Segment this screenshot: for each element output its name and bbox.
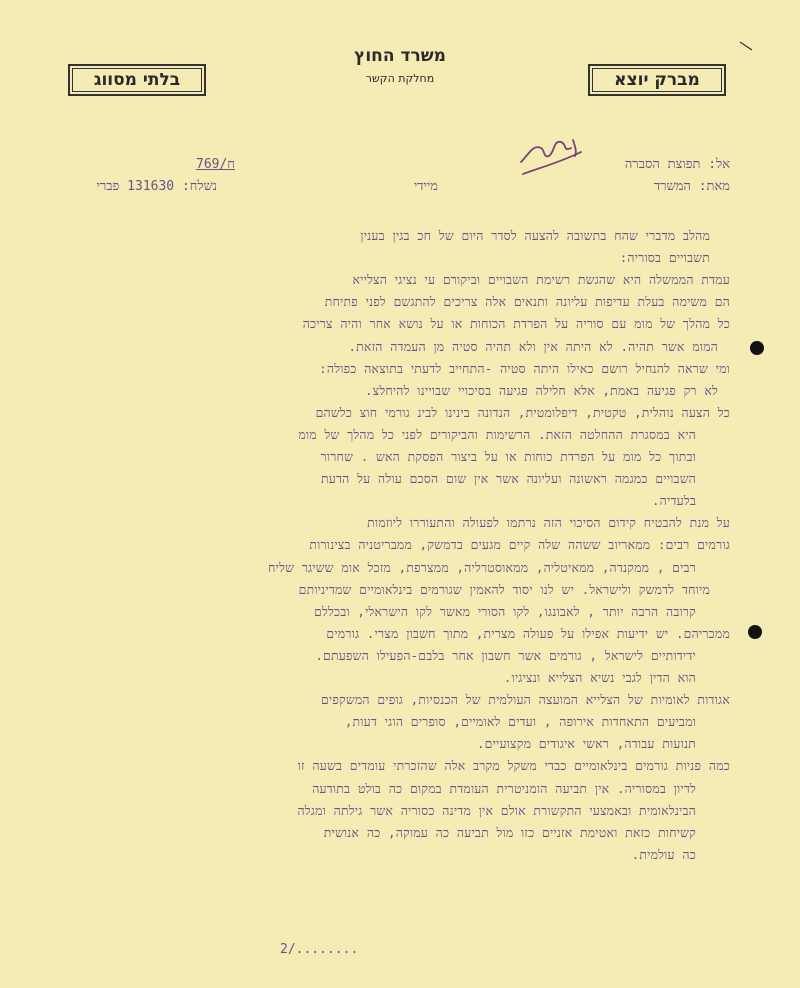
department-name: מחלקת הקשר: [365, 72, 435, 85]
recipient-line: אל: תפוצת הסברה: [624, 157, 730, 172]
body-line: היא במסגרת ההחלטה הזאת. הרשימות והביקורים לפני כל מהלך של מומ: [298, 427, 696, 442]
body-line: כל מהלך של מומ עם סוריה על הפרדת הכוחות או על נושא אחר והיה צריכה: [302, 316, 730, 331]
ministry-name: משרד החוץ: [354, 46, 446, 66]
classification-stamp: [68, 64, 206, 96]
punch-hole: [748, 625, 762, 639]
body-line: הוא הדין לגבי נשיא הצלייא ונציגיו.: [503, 670, 696, 685]
classification-label: בלתי מסווג: [93, 70, 181, 90]
body-line: גורמים רבים: ממאריוב ששהה שלה קיים מגעים בדמשק, ממבריטניה בצינורות: [309, 537, 730, 552]
body-line: לא רק פגיעה באמת, אלא חלילה פגיעה בסיכויי שבויינו להיחלצ.: [364, 383, 718, 398]
sender-line: מאת: המשרד: [653, 179, 730, 194]
body-line: קרובה הרבה יותר , לאבונגו, לקו הסורי מאשר לקו הישראלי, ובכללם: [314, 604, 696, 619]
body-line: ומי שראה להנחיל רושם כאילו היתה סטיה -התחייב לדעתי בתוצאה כפולה:: [319, 361, 730, 376]
body-line: מהלב מדברי שהח בתשובה להצעה לסדר היום של חכ בגין בענין: [360, 228, 710, 243]
body-line: ממכריהם. יש ידיעות אפילו על פעולה מצרית, מתוך חשבון מצרי. גורמים: [326, 626, 730, 641]
telegram-type-stamp: [588, 64, 726, 96]
body-line: המומ אשר תהיה. לא היתה אין ולא תהיה סטיה מן העמדה הזאת.: [348, 339, 718, 354]
document-number: ח/769: [196, 157, 236, 172]
body-line: מיוחד לדמשק ולישראל. יש לנו יסוד להאמין שגורמים בינלאומיים שמדיניותם: [298, 582, 710, 597]
handwritten-signature-icon: [515, 122, 585, 182]
body-line: ומביעים התאחדות אירופה , ועדים לאומיים, סופרים הוגי דעות,: [344, 714, 696, 729]
body-line: כל הצעה נוהלית, טקטית, דיפלומטית, הנדונה בינינו לבינ גורמי חוצ כלשהם: [315, 405, 730, 420]
body-line: רבים , ממקנדה, ממאיטליה, ממאוסטרליה, ממצרפת, מזכל אומ ששיגר שליח: [268, 560, 696, 575]
body-line: בלעדיה.: [652, 493, 696, 508]
body-line: אגודות לאומיות של הצלייא המועצה העולמית של הכנסיות, גופים המשקפים: [320, 692, 730, 707]
body-line: ובתוך כל מומ על הפרדת כוחות או על ביצור הפסקת האש . שחרור: [320, 449, 696, 464]
body-line: כה עולמית.: [631, 847, 696, 862]
punch-hole: [750, 341, 764, 355]
body-line: כמה פניות גורמים בינלאומיים כבדי משקל מקרב אלה שהזכרתי עומדים בשעה זו: [297, 758, 730, 773]
body-line: הבינלאומית ובאמצעי התקשורת אולם אין מדינה כסוריה אשר גילתה ומגלה: [297, 803, 696, 818]
body-line: קשיחות כזאת ואטימת אזניים כזו מול תביעה כה עמוקה, כה אנושית: [323, 825, 696, 840]
telegram-type-label: מברק יוצא: [614, 70, 700, 90]
body-line: ידידותיים לישראל , גורמים אשר חשבון אחר בלבם-הפעילו השפעתם.: [315, 648, 696, 663]
page-continuation-marker: 2/........: [280, 942, 359, 957]
body-line: תנועות עבודה, ראשי איגודים מקצועיים.: [476, 736, 696, 751]
body-line: תשבויים בסוריה:: [619, 250, 710, 265]
corner-mark-icon: [738, 40, 754, 52]
body-line: על מנת להבטיח קידום הסיכוי הזה נרתמו לפעולה והתעוררו ליוזמות: [367, 515, 730, 530]
priority-label: מיידי: [413, 179, 438, 194]
body-line: עמדת הממשלה היא שהגשת רשימת השבויים וביקורם עי נציגי הצלייא: [352, 272, 730, 287]
body-line: לדיון במסוריה. אין תביעה הומניטרית העומדת במקום כה בולט בתודעה: [312, 781, 696, 796]
body-line: השבויים כמגמה ראשונה ועליונה אשר אין שום הסכם עולה על הדעת: [321, 471, 696, 486]
sent-timestamp: נשלח: 131630 פברי: [96, 179, 217, 194]
body-line: הם משימה בעלת עדיפות עליונה ותנאים אלה צריכים להתגשם לפני פתיחת: [324, 294, 730, 309]
